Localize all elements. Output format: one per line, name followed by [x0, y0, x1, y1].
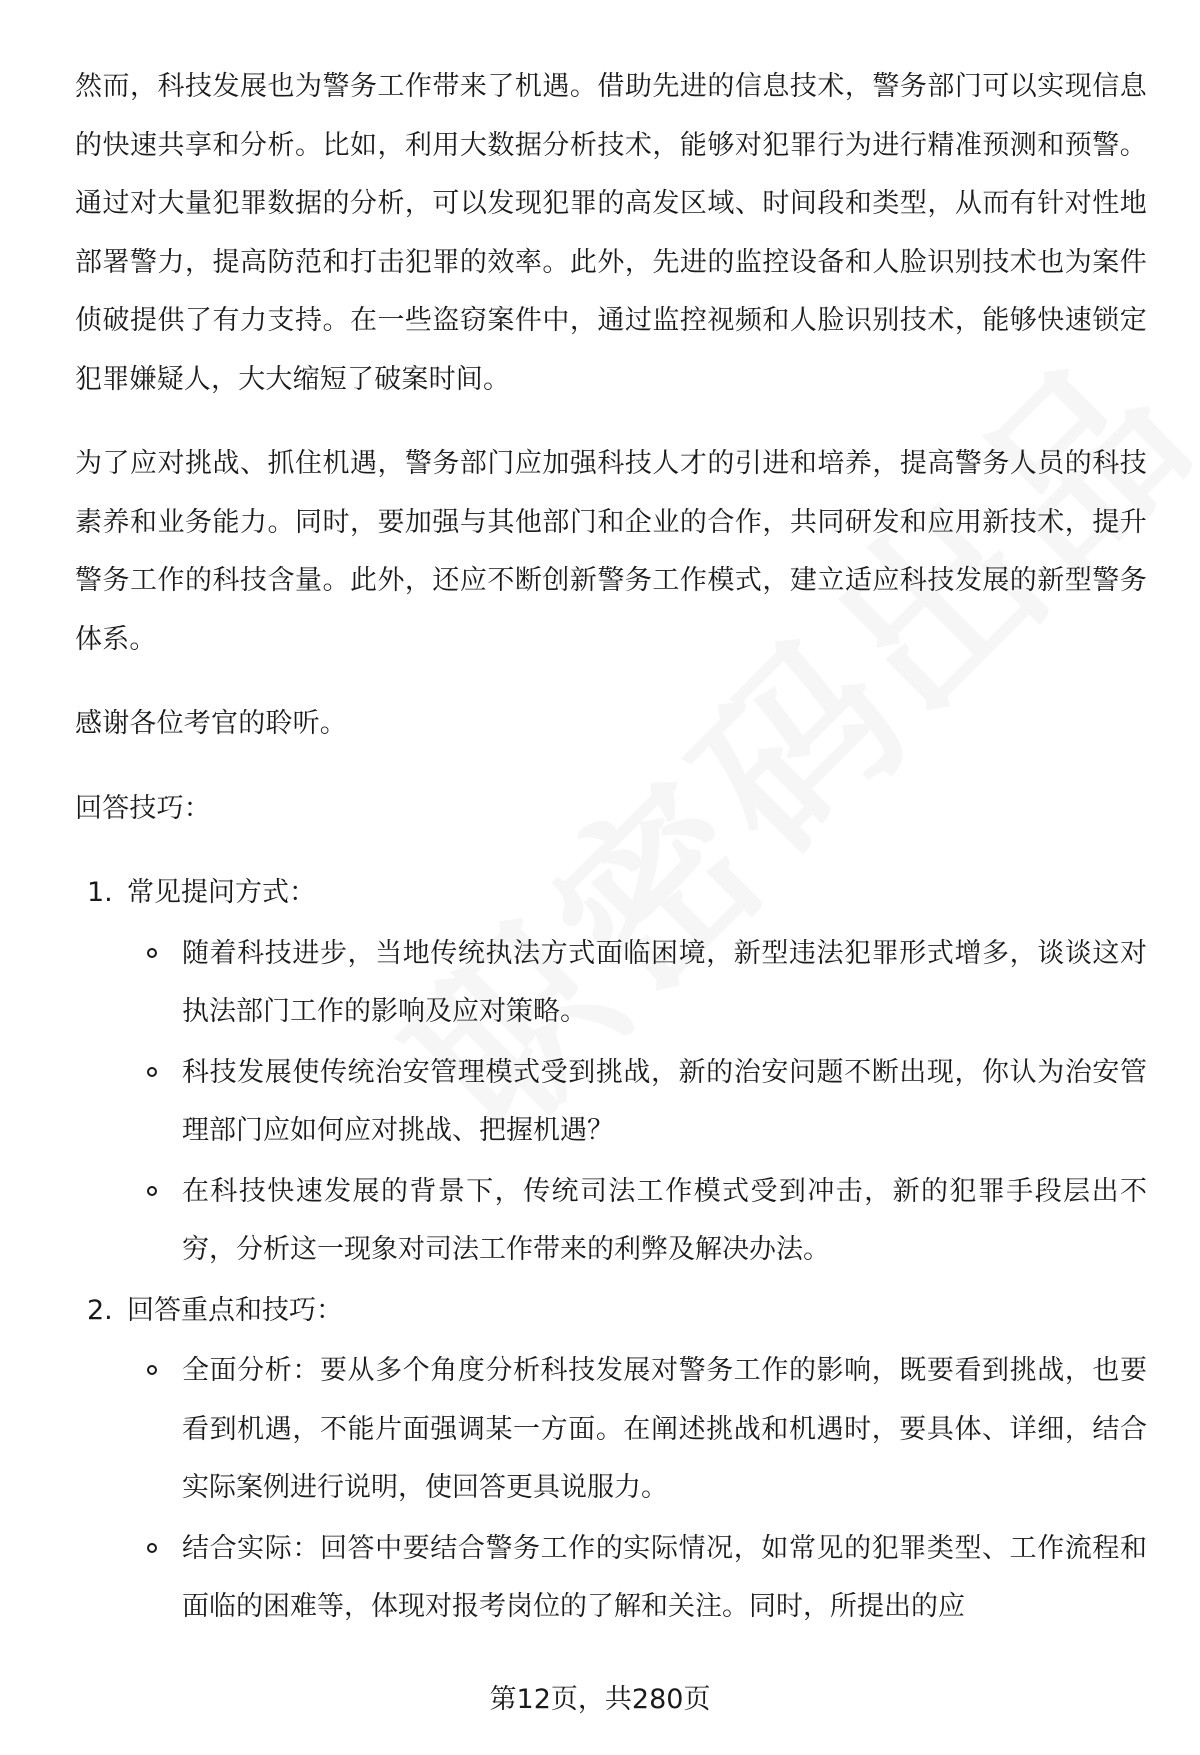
sub-list-item [127, 1044, 1147, 1161]
sub-list [127, 925, 1147, 1280]
tips-ordered-list [75, 864, 1147, 1637]
list-item-label: 常见提问方式： [127, 877, 316, 908]
list-number: 2. [87, 1294, 113, 1326]
sub-list-item [127, 1342, 1147, 1518]
list-item-label: 回答重点和技巧： [127, 1294, 343, 1326]
hollow-bullet-icon [147, 948, 157, 958]
sub-list [127, 1342, 1147, 1637]
list-number: 1. [87, 877, 113, 908]
hollow-bullet-icon [147, 1067, 157, 1077]
list-item [75, 1282, 1147, 1637]
section-heading-answer-tips: 回答技巧： [75, 792, 211, 824]
hollow-bullet-icon [147, 1543, 157, 1553]
paragraph-opportunities: 然而，科技发展也为警务工作带来了机遇。借助先进的信息技术，警务部门可以实现信息的快速共享和分析。比如，利用大数据分析技术，能够对犯罪行为进行精准预测和预警。通过对大量犯罪数据的分析，可以发现犯罪的高发区域、时间段和类型，从而有针对性地部署警力，提高防范和打击犯罪的效率。此外，先进的监控设备和人脸识别技术也为案件侦破提供了有力支持。在一些盗窃案件中，通过监控视频和人脸识别技术，能够快速锁定犯罪嫌疑人，大大缩短了破案时间。 [75, 71, 1147, 395]
paragraph-thanks: 感谢各位考官的聆听。 [75, 708, 347, 739]
sub-list-item-text: 科技发展使传统治安管理模式受到挑战，新的治安问题不断出现，你认为治安管理部门应如何应对挑战、把握机遇？ [182, 1056, 1147, 1146]
sub-list-item [127, 1520, 1147, 1637]
list-item [75, 864, 1147, 1280]
sub-list-item [127, 1163, 1147, 1280]
paragraph-countermeasures: 为了应对挑战、抓住机遇，警务部门应加强科技人才的引进和培养，提高警务人员的科技素养和业务能力。同时，要加强与其他部门和企业的合作，共同研发和应用新技术，提升警务工作的科技含量。此外，还应不断创新警务工作模式，建立适应科技发展的新型警务体系。 [75, 448, 1147, 655]
sub-list-item [127, 925, 1147, 1042]
page-number-footer: 第12页，共280页 [489, 1684, 711, 1715]
sub-list-item-text: 结合实际：回答中要结合警务工作的实际情况，如常见的犯罪类型、工作流程和面临的困难等，体现对报考岗位的了解和关注。同时，所提出的应 [182, 1532, 1147, 1622]
document-body [75, 58, 1147, 1639]
sub-list-item-text: 在科技快速发展的背景下，传统司法工作模式受到冲击，新的犯罪手段层出不穷，分析这一现象对司法工作带来的利弊及解决办法。 [182, 1175, 1147, 1265]
sub-list-item-text: 随着科技进步，当地传统执法方式面临困境，新型违法犯罪形式增多，谈谈这对执法部门工作的影响及应对策略。 [182, 937, 1147, 1027]
hollow-bullet-icon [147, 1365, 157, 1375]
hollow-bullet-icon [147, 1186, 157, 1196]
sub-list-item-text: 全面分析：要从多个角度分析科技发展对警务工作的影响，既要看到挑战，也要看到机遇，不能片面强调某一方面。在阐述挑战和机遇时，要具体、详细，结合实际案例进行说明，使回答更具说服力。 [182, 1355, 1147, 1503]
